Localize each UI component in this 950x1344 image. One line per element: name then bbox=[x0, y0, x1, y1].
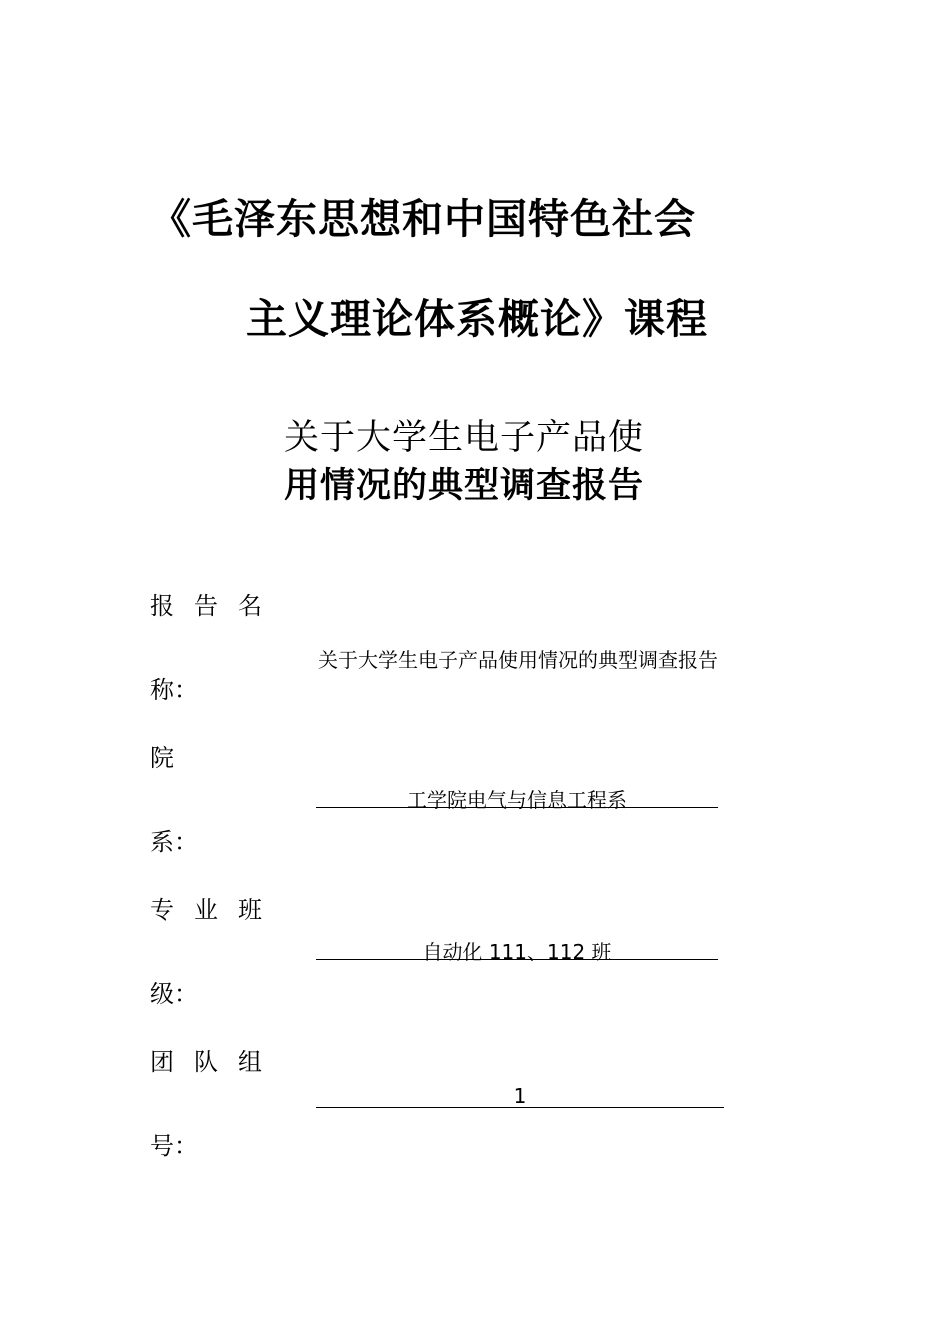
major-class-value: 自动化 111、112 班 bbox=[422, 940, 612, 964]
department-underline bbox=[316, 807, 718, 808]
course-title-line-2: 主义理论体系概论》课程 bbox=[246, 295, 708, 343]
department-label-tail: 系： bbox=[150, 828, 198, 856]
report-name-label-tail: 称： bbox=[150, 676, 198, 704]
report-title-line-1: 关于大学生电子产品使 bbox=[284, 418, 645, 458]
major-class-label: 专业班 bbox=[150, 896, 282, 924]
report-name-value: 关于大学生电子产品使用情况的典型调查报告 bbox=[318, 648, 718, 672]
team-number-underline bbox=[316, 1107, 724, 1108]
report-name-label: 报告名 bbox=[150, 592, 282, 620]
department-label: 院 bbox=[150, 744, 194, 772]
team-number-value: 1 bbox=[513, 1084, 527, 1108]
major-class-underline bbox=[316, 959, 718, 960]
report-title-line-2: 用情况的典型调查报告 bbox=[284, 466, 645, 506]
team-number-label: 团队组 bbox=[150, 1048, 282, 1076]
team-number-label-tail: 号： bbox=[150, 1132, 198, 1160]
major-class-label-tail: 级： bbox=[150, 980, 198, 1008]
course-title-line-1: 《毛泽东思想和中国特色社会 bbox=[150, 195, 696, 243]
department-value: 工学院电气与信息工程系 bbox=[407, 788, 627, 812]
